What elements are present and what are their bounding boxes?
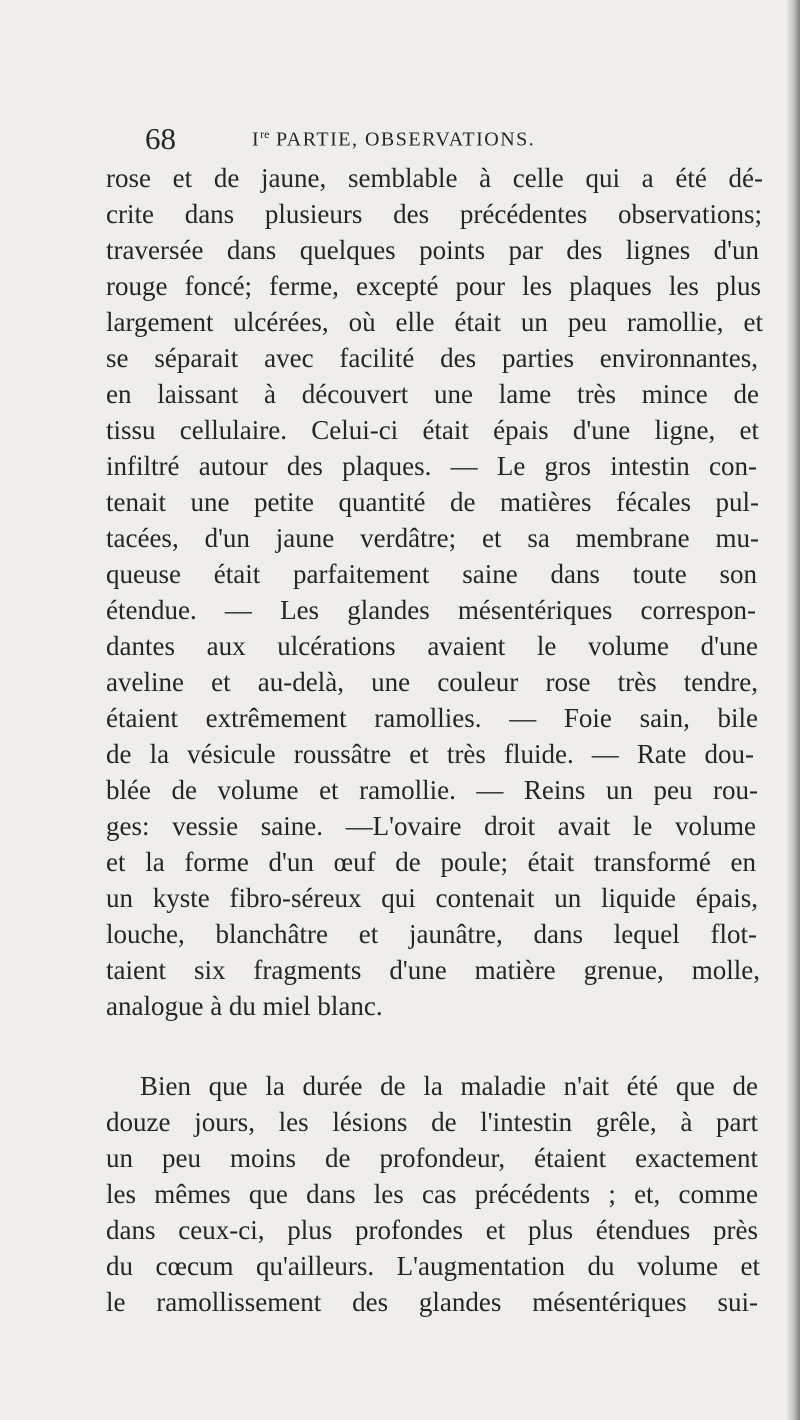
- text-line: tissu cellulaire. Celui-ci était épais d'une ligne, et: [106, 415, 759, 445]
- text-line: du cœcum qu'ailleurs. L'augmentation du volume et: [106, 1251, 760, 1281]
- text-line: largement ulcérées, où elle était un peu ramollie, et: [106, 307, 763, 337]
- text-line: infiltré autour des plaques. — Le gros intestin con-: [106, 451, 757, 481]
- text-line: ges: vessie saine. —L'ovaire droit avait le volume: [106, 811, 756, 841]
- text-line: blée de volume et ramollie. — Reins un peu rou-: [106, 775, 758, 805]
- text-line: le ramollissement des glandes mésentériques sui-: [106, 1287, 758, 1317]
- text-line: étendue. — Les glandes mésentériques correspon-: [106, 595, 756, 625]
- text-line: les mêmes que dans les cas précédents ; et, comme: [106, 1179, 758, 1209]
- text-line: douze jours, les lésions de l'intestin grêle, à part: [106, 1107, 758, 1137]
- text-line: aveline et au-delà, une couleur rose très tendre,: [106, 667, 758, 697]
- text-line: queuse était parfaitement saine dans toute son: [106, 559, 757, 589]
- text-line: louche, blanchâtre et jaunâtre, dans lequel flot-: [106, 919, 757, 949]
- text-line: tenait une petite quantité de matières fécales pul-: [106, 487, 759, 517]
- text-line: taient six fragments d'une matière grenue, molle,: [106, 955, 760, 985]
- text-line: rose et de jaune, semblable à celle qui a été dé-: [106, 163, 763, 193]
- text-line: de la vésicule roussâtre et très fluide. — Rate dou-: [106, 739, 754, 769]
- text-line: rouge foncé; ferme, excepté pour les plaques les plus: [106, 271, 761, 301]
- text-line: crite dans plusieurs des précédentes observations;: [106, 199, 762, 229]
- text-line: dantes aux ulcérations avaient le volume d'une: [106, 631, 758, 661]
- page-number: 68: [145, 121, 176, 156]
- text-line: étaient extrêmement ramollies. — Foie sain, bile: [106, 703, 758, 733]
- page-header: [0, 122, 800, 156]
- running-title: [252, 127, 535, 152]
- running-title-numeral: I: [252, 128, 261, 151]
- text-line: traversée dans quelques points par des lignes d'un: [106, 235, 759, 265]
- text-line: dans ceux-ci, plus profondes et plus étendues près: [106, 1215, 758, 1245]
- text-line: un kyste fibro-séreux qui contenait un liquide épais,: [106, 883, 758, 913]
- text-line: en laissant à découvert une lame très mince de: [106, 379, 759, 409]
- running-title-superscript: re: [260, 127, 270, 141]
- text-line: tacées, d'un jaune verdâtre; et sa membrane mu-: [106, 523, 759, 553]
- text-line: et la forme d'un œuf de poule; était transformé en: [106, 847, 756, 877]
- text-line: Bien que la durée de la maladie n'ait été que de: [140, 1071, 758, 1101]
- running-title-text: PARTIE, OBSERVATIONS.: [269, 128, 536, 151]
- text-line: se séparait avec facilité des parties environnantes,: [106, 343, 758, 373]
- text-line: un peu moins de profondeur, étaient exactement: [106, 1143, 758, 1173]
- text-line: analogue à du miel blanc.: [106, 991, 383, 1021]
